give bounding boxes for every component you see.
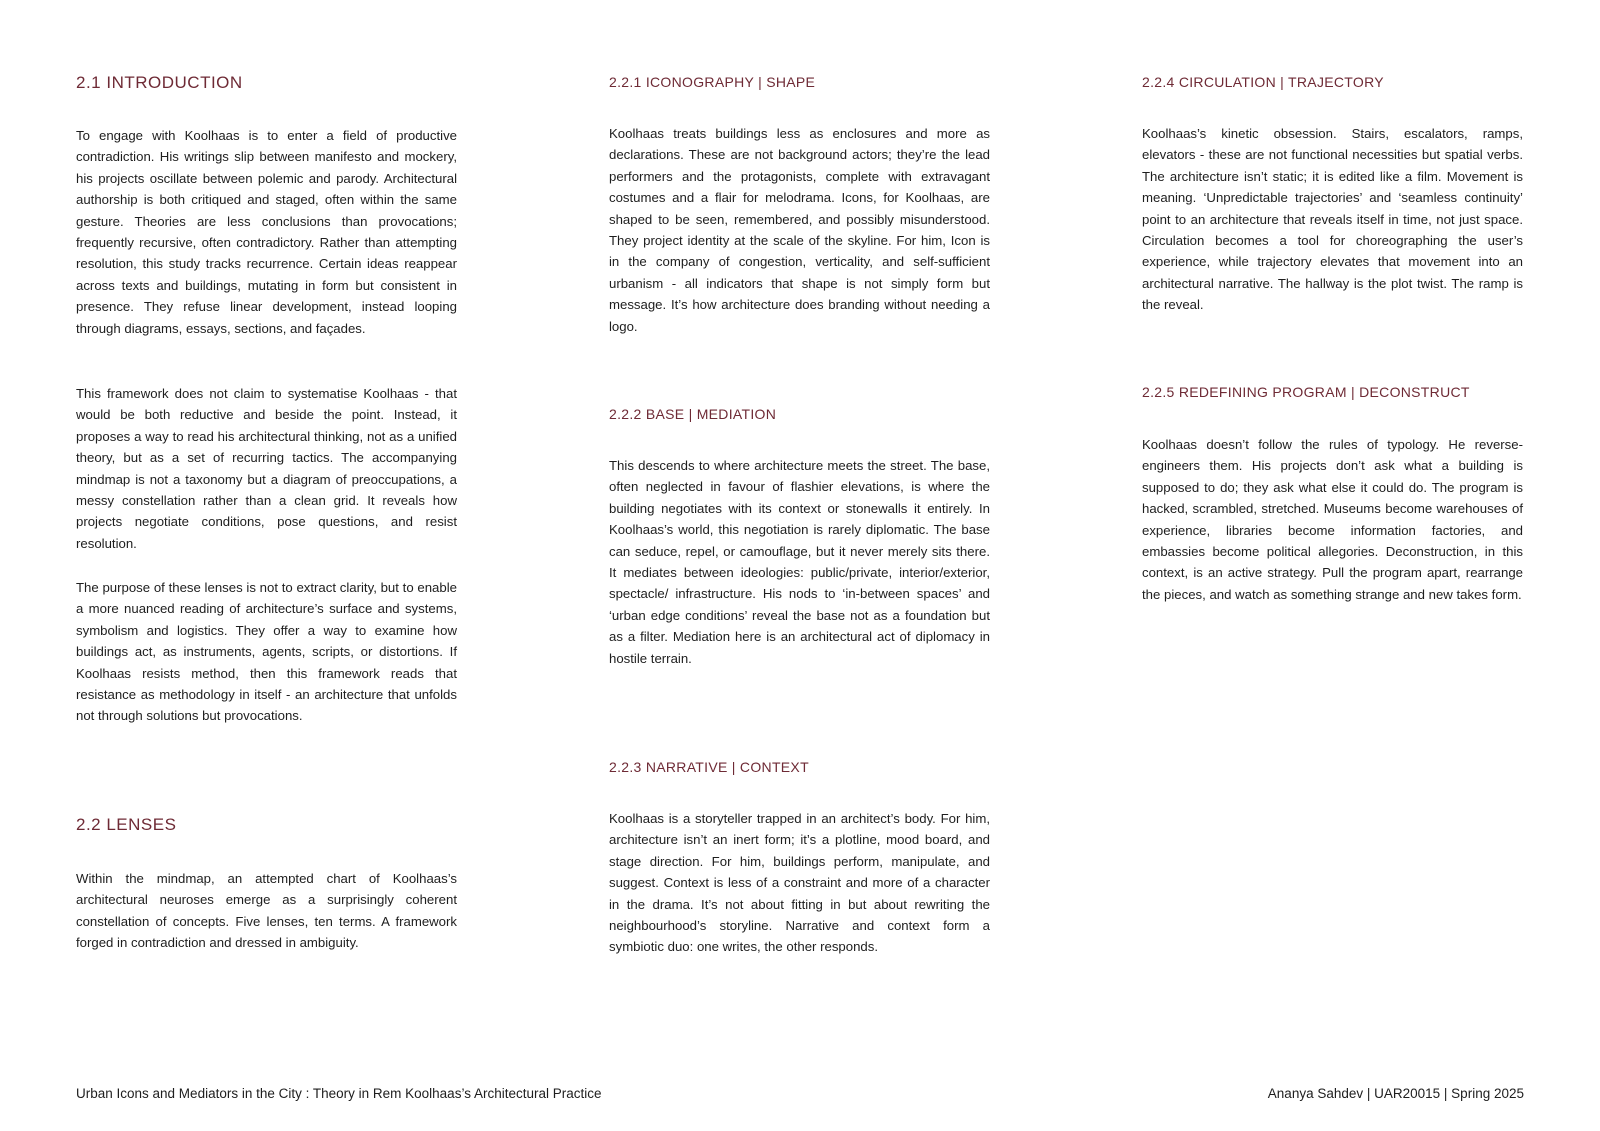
- iconography-shape-paragraph: Koolhaas treats buildings less as enclosures and more as declarations. These are not background actors; they’re the lead performers and the protagonists, complete with extravagant costumes and a flair for melodrama. Icons, for Koolhaas, are shaped to be seen, remembered, and possibly misunderstood. They project identity at the scale of the skyline. For him, Icon is in the company of congestion, verticality, and self-sufficient urbanism - all indicators that shape is not simply form but message. It’s how architecture does branding without needing a logo.: [609, 126, 990, 334]
- introduction-paragraph-3: The purpose of these lenses is not to extract clarity, but to enable a more nuanced reading of architecture’s surface and systems, symbolism and logistics. They offer a way to examine how buildings act, as instruments, agents, scripts, or distortions. If Koolhaas resists method, then this framework reads that resistance as methodology in itself - an architecture that unfolds not through solutions but provocations.: [76, 580, 457, 724]
- introduction-paragraph-2: This framework does not claim to systematise Koolhaas - that would be both reductive and beside the point. Instead, it proposes a way to read his architectural thinking, not as a unified theory, but as a set of recurring tactics. The accompanying mindmap is not a taxonomy but a diagram of preoccupations, a messy constellation rather than a clean grid. It reveals how projects negotiate conditions, pose questions, and resist resolution.: [76, 386, 457, 551]
- introduction-paragraph-1: To engage with Koolhaas is to enter a field of productive contradiction. His writings slip between manifesto and mockery, his projects oscillate between polemic and parody. Architectural authorship is both critiqued and staged, often within the same gesture. Theories are less conclusions than provocations; frequently recursive, often contradictory. Rather than attempting resolution, this study tracks recurrence. Certain ideas reappear across texts and buildings, mutating in form but consistent in presence. They refuse linear development, instead looping through diagrams, essays, sections, and façades.: [76, 128, 457, 336]
- lenses-heading: 2.2 LENSES: [76, 815, 177, 834]
- narrative-context-paragraph: Koolhaas is a storyteller trapped in an architect’s body. For him, architecture isn’t an inert form; it’s a plotline, mood board, and stage direction. For him, buildings perform, manipulate, and suggest. Context is less of a constraint and more of a character in the drama. It’s not about fitting in but about rewriting the neighbourhood’s storyline. Narrative and context form a symbiotic duo: one writes, the other responds.: [609, 811, 990, 955]
- redefining-program-heading: 2.2.5 REDEFINING PROGRAM | DECONSTRUCT: [1142, 384, 1470, 400]
- narrative-context-heading: 2.2.3 NARRATIVE | CONTEXT: [609, 759, 809, 775]
- base-mediation-paragraph: This descends to where architecture meets the street. The base, often neglected in favour of flashier elevations, is where the building negotiates with its context or stonewalls it entirely. In Koolhaas’s world, this negotiation is rarely diplomatic. The base can seduce, repel, or camouflage, but it never merely sits there. It mediates between ideologies: public/private, interior/exterior, spectacle/ infrastructure. His nods to ‘in-between spaces’ and ‘urban edge conditions’ reveal the base not as a foundation but as a filter. Mediation here is an architectural act of diplomacy in hostile terrain.: [609, 458, 990, 666]
- lenses-paragraph: Within the mindmap, an attempted chart of Koolhaas’s architectural neuroses emerge as a surprisingly coherent constellation of concepts. Five lenses, ten terms. A framework forged in contradiction and dressed in ambiguity.: [76, 871, 457, 951]
- introduction-heading: 2.1 INTRODUCTION: [76, 73, 243, 92]
- redefining-program-paragraph: Koolhaas doesn’t follow the rules of typology. He reverse-engineers them. His projects don’t ask what a building is supposed to do; they ask what else it could do. The program is hacked, scrambled, stretched. Museums become warehouses of experience, libraries become information factories, and embassies become political allegories. Deconstruction, in this context, is an active strategy. Pull the program apart, rearrange the pieces, and watch as something strange and new takes form.: [1142, 437, 1523, 602]
- footer-title: Urban Icons and Mediators in the City : Theory in Rem Koolhaas’s Architectural Practice: [76, 1086, 602, 1101]
- circulation-trajectory-heading: 2.2.4 CIRCULATION | TRAJECTORY: [1142, 74, 1384, 90]
- iconography-shape-heading: 2.2.1 ICONOGRAPHY | SHAPE: [609, 74, 816, 90]
- circulation-trajectory-paragraph: Koolhaas’s kinetic obsession. Stairs, escalators, ramps, elevators - these are not functional necessities but spatial verbs. The architecture isn’t static; it is edited like a film. Movement is meaning. ‘Unpredictable trajectories’ and ‘seamless continuity’ point to an architecture that reveals itself in time, not just space. Circulation becomes a tool for choreographing the user’s experience, while trajectory elevates that movement into an architectural narrative. The hallway is the plot twist. The ramp is the reveal.: [1142, 126, 1523, 313]
- footer-author-info: Ananya Sahdev | UAR20015 | Spring 2025: [1267, 1086, 1524, 1101]
- base-mediation-heading: 2.2.2 BASE | MEDIATION: [609, 406, 777, 422]
